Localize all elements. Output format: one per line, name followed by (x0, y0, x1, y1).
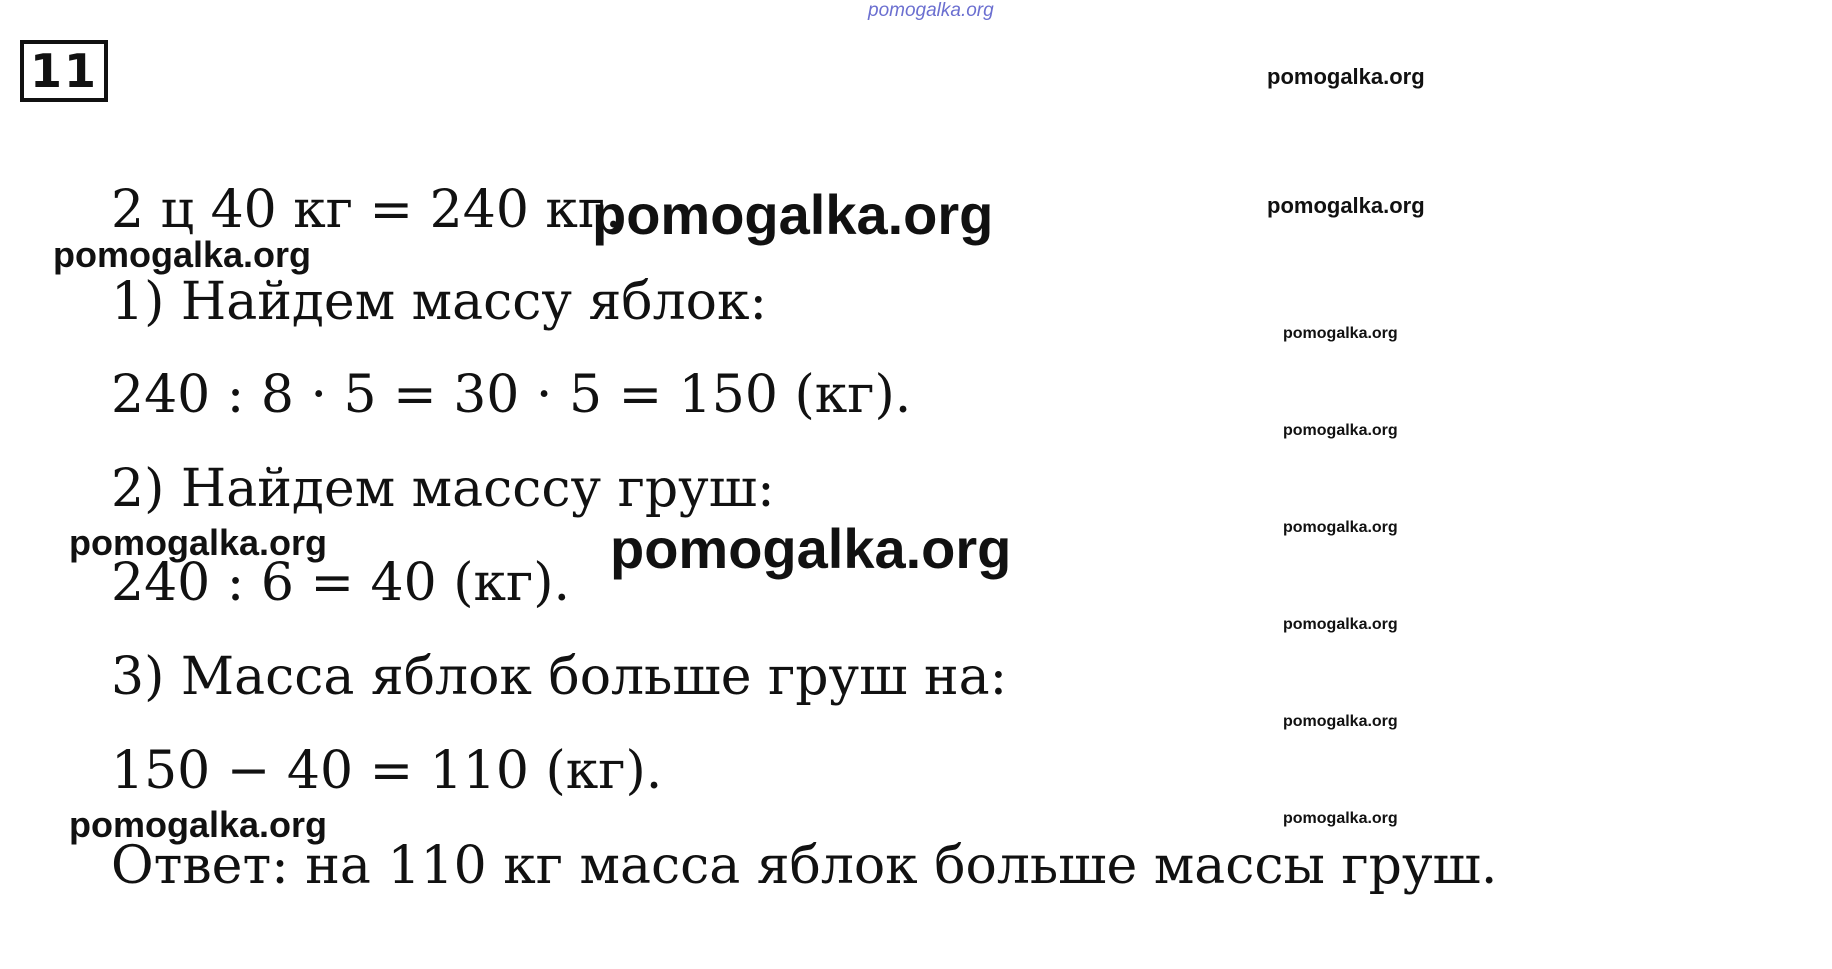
watermark-right-small: pomogalka.org (1283, 519, 1398, 536)
solution-line-step3-heading: 3) Масса яблок больше груш на: (111, 647, 1008, 707)
watermark-right-small: pomogalka.org (1283, 810, 1398, 827)
solution-line-step1-heading: 1) Найдем массу яблок: (111, 272, 767, 332)
watermark-right-small: pomogalka.org (1283, 713, 1398, 730)
watermark-right: pomogalka.org (1267, 64, 1425, 89)
solution-line-answer: Ответ: на 110 кг масса яблок больше массы груш. (111, 836, 1498, 896)
watermark-right-small: pomogalka.org (1283, 325, 1398, 342)
solution-line-step1-calc: 240 : 8 · 5 = 30 · 5 = 150 (кг). (111, 365, 912, 425)
watermark-medium: pomogalka.org (69, 522, 328, 563)
watermark-right-small: pomogalka.org (1283, 616, 1398, 633)
watermark-right-small: pomogalka.org (1283, 422, 1398, 439)
watermark-medium: pomogalka.org (69, 804, 328, 845)
watermark-medium: pomogalka.org (53, 234, 312, 275)
solution-line-step2-calc: 240 : 6 = 40 (кг). (111, 553, 571, 613)
solution-line-step2-heading: 2) Найдем масссу груш: (111, 459, 775, 519)
solution-line-conversion: 2 ц 40 кг = 240 кг. (111, 180, 622, 240)
solution-line-step3-calc: 150 − 40 = 110 (кг). (111, 741, 663, 801)
top-watermark: pomogalka.org (868, 0, 994, 21)
problem-number: 11 (20, 40, 108, 102)
watermark-large: pomogalka.org (592, 183, 994, 246)
watermark-right: pomogalka.org (1267, 193, 1425, 218)
watermark-large: pomogalka.org (610, 517, 1012, 580)
